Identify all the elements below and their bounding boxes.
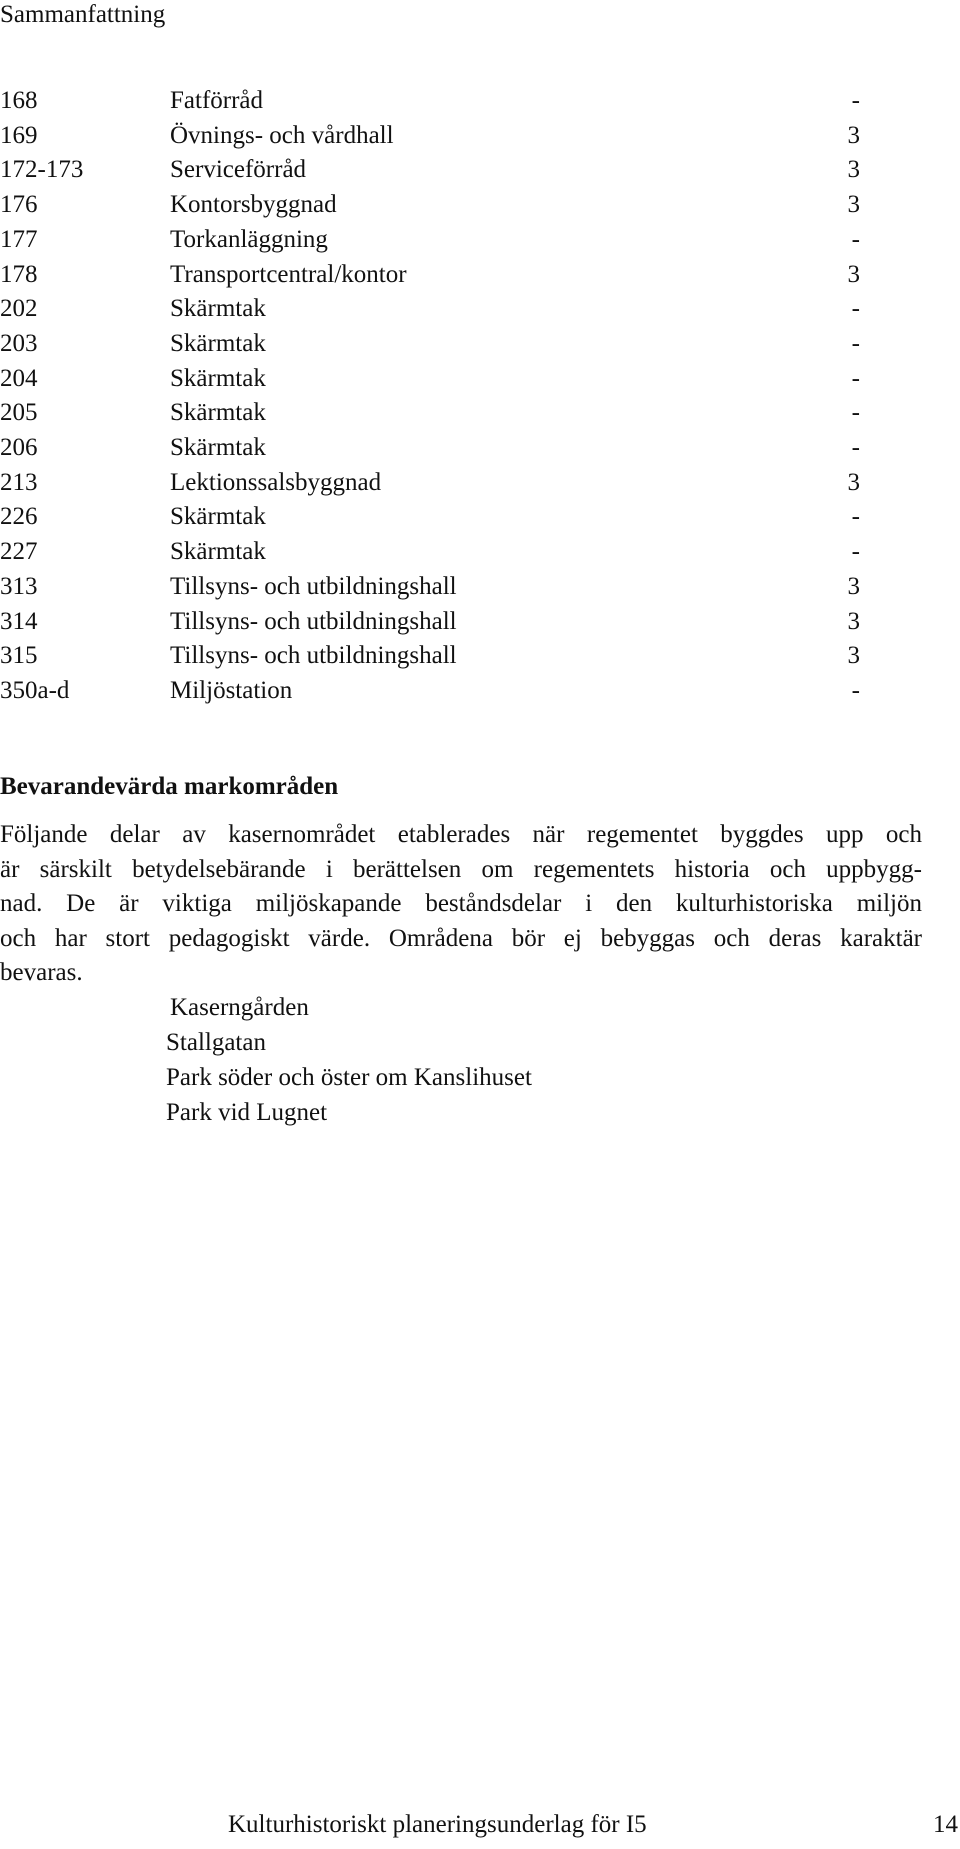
building-class: 3 xyxy=(847,572,860,600)
paragraph-line: Följande delar av kasernområdet etablerades när regementet byggdes upp och xyxy=(0,821,922,848)
area-item: Park vid Lugnet xyxy=(166,1099,328,1126)
building-row xyxy=(0,570,860,605)
building-name: Lektionssalsbyggnad xyxy=(170,468,382,496)
building-class: 3 xyxy=(847,642,860,670)
building-name: Torkanläggning xyxy=(170,225,328,253)
building-class: - xyxy=(851,225,860,253)
building-number: 226 xyxy=(0,503,38,531)
footer-title: Kulturhistoriskt planeringsunderlag för I5 xyxy=(228,1811,647,1838)
building-number: 213 xyxy=(0,468,38,496)
building-number: 178 xyxy=(0,260,38,288)
building-row xyxy=(0,639,860,674)
building-row xyxy=(0,188,860,223)
building-class: 3 xyxy=(847,468,860,496)
building-number: 350a-d xyxy=(0,676,70,704)
section-label: Sammanfattning xyxy=(0,1,166,28)
building-class: - xyxy=(851,364,860,392)
building-row xyxy=(0,535,860,570)
building-number: 168 xyxy=(0,87,38,114)
building-name: Skärmtak xyxy=(170,399,266,427)
area-item: Stallgatan xyxy=(166,1029,266,1056)
building-class: - xyxy=(851,329,860,357)
building-row xyxy=(0,362,860,397)
building-name: Skärmtak xyxy=(170,538,266,566)
building-name: Skärmtak xyxy=(170,329,266,357)
building-class: 3 xyxy=(847,121,860,149)
building-row xyxy=(0,153,860,188)
building-row xyxy=(0,396,860,431)
area-item: Park söder och öster om Kanslihuset xyxy=(166,1064,532,1091)
building-class: 3 xyxy=(847,260,860,288)
building-name: Skärmtak xyxy=(170,364,266,392)
building-number: 177 xyxy=(0,225,38,253)
building-name: Transportcentral/kontor xyxy=(170,260,407,288)
paragraph-line: är särskilt betydelsebärande i berättelsen om regementets historia och uppbygg- xyxy=(0,855,922,883)
building-name: Serviceförråd xyxy=(170,156,307,184)
building-number: 203 xyxy=(0,329,38,357)
building-class: - xyxy=(851,538,860,566)
building-class: - xyxy=(851,503,860,531)
building-class: 3 xyxy=(847,156,860,184)
building-name: Tillsyns- och utbildningshall xyxy=(170,607,457,635)
building-row xyxy=(0,500,860,535)
building-class: 3 xyxy=(847,191,860,219)
building-number: 313 xyxy=(0,572,38,600)
building-name: Skärmtak xyxy=(170,434,266,462)
building-name: Övnings- och vårdhall xyxy=(170,121,394,149)
building-row xyxy=(0,223,860,258)
building-number: 227 xyxy=(0,538,38,566)
building-row xyxy=(0,674,860,709)
building-number: 314 xyxy=(0,607,38,635)
building-name: Tillsyns- och utbildningshall xyxy=(170,642,457,670)
page-number: 14 xyxy=(933,1811,958,1838)
building-row xyxy=(0,258,860,293)
building-table xyxy=(0,84,860,709)
building-row xyxy=(0,466,860,501)
building-rows xyxy=(0,84,860,709)
building-row xyxy=(0,605,860,640)
building-row xyxy=(0,327,860,362)
building-name: Kontorsbyggnad xyxy=(170,191,337,219)
paragraph-line: nad. De är viktiga miljöskapande beståndsdelar i den kulturhistoriska miljön xyxy=(0,890,922,917)
building-number: 202 xyxy=(0,295,38,323)
building-number: 169 xyxy=(0,121,38,149)
building-name: Skärmtak xyxy=(170,295,266,323)
section-heading: Bevarandevärda markområden xyxy=(0,773,339,800)
building-row xyxy=(0,292,860,327)
area-item: Kaserngården xyxy=(170,994,309,1021)
building-name: Fatförråd xyxy=(170,87,264,114)
building-class: - xyxy=(851,295,860,323)
building-number: 205 xyxy=(0,399,38,427)
paragraph-line: bevaras. xyxy=(0,959,83,986)
building-name: Miljöstation xyxy=(170,676,293,704)
building-number: 315 xyxy=(0,642,38,670)
paragraph-line: och har stort pedagogiskt värde. Områdena bör ej bebyggas och deras karaktär xyxy=(0,924,922,952)
building-number: 176 xyxy=(0,191,38,219)
building-name: Tillsyns- och utbildningshall xyxy=(170,572,457,600)
building-name: Skärmtak xyxy=(170,503,266,531)
building-row xyxy=(0,84,860,119)
building-number: 172-173 xyxy=(0,156,84,184)
building-number: 204 xyxy=(0,364,38,392)
area-list xyxy=(166,990,532,1130)
building-class: - xyxy=(851,87,860,114)
building-class: - xyxy=(851,399,860,427)
building-class: - xyxy=(851,434,860,462)
body-paragraph xyxy=(0,818,922,991)
building-number: 206 xyxy=(0,434,38,462)
building-class: - xyxy=(851,676,860,704)
building-class: 3 xyxy=(847,607,860,635)
building-row xyxy=(0,119,860,154)
building-row xyxy=(0,431,860,466)
